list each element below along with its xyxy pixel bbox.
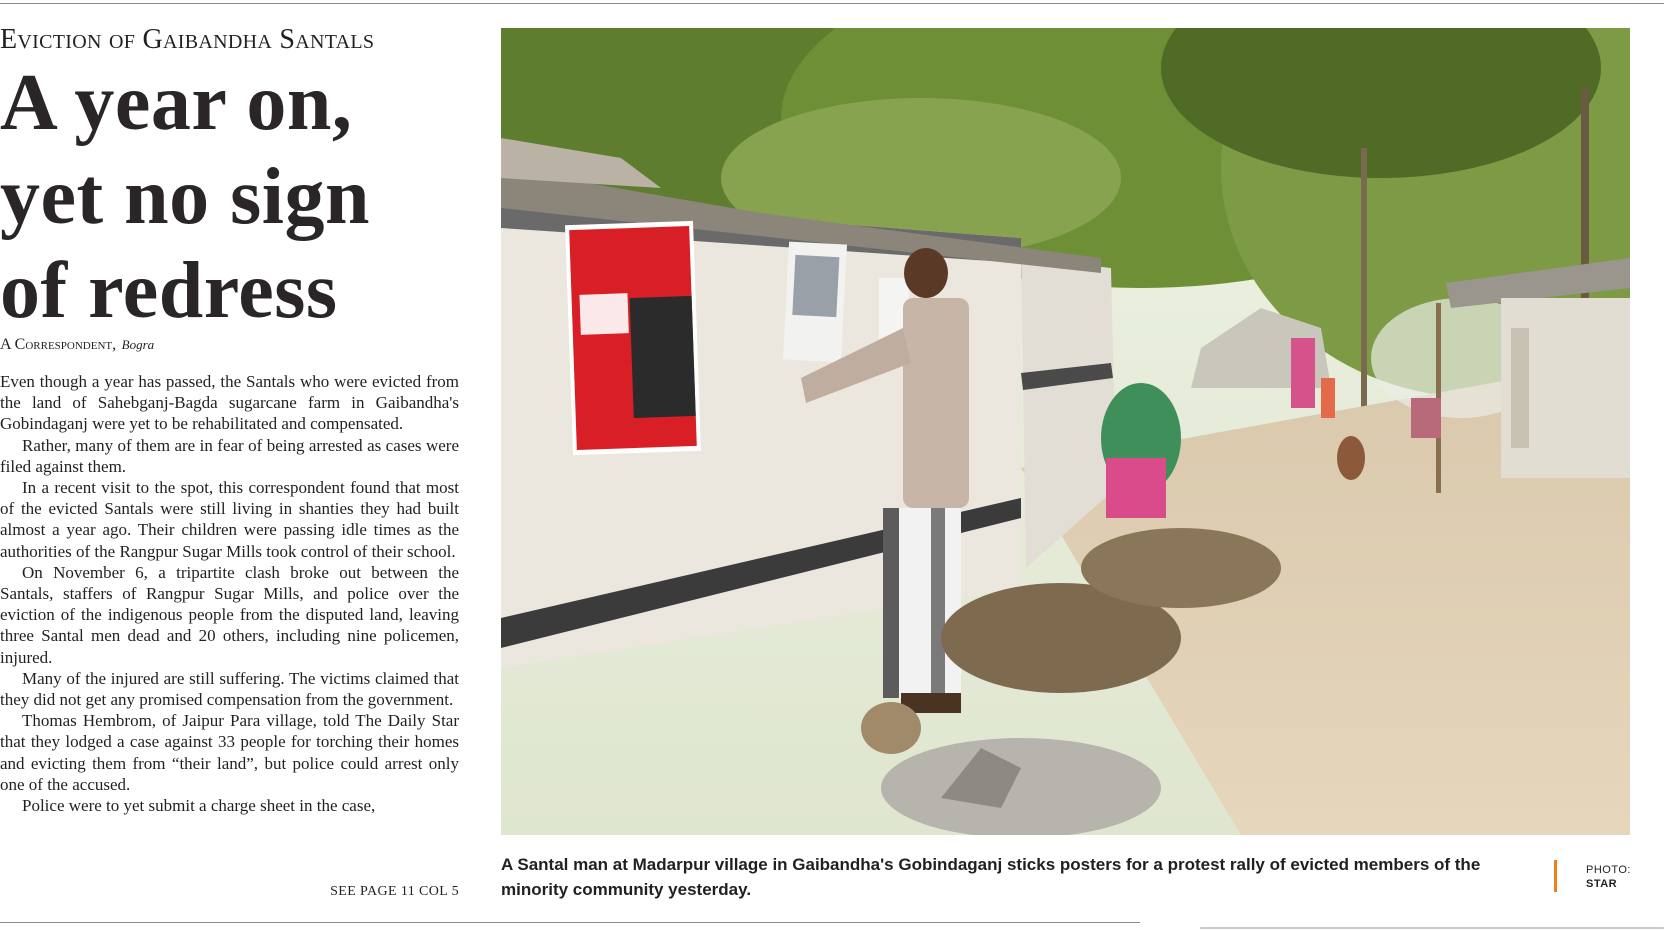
article-paragraph: Even though a year has passed, the Santals who were evicted from the land of Sahebganj-Bagda sugarcane farm in Gaibandha's Gobindaganj were yet to be rehabilitated and compensated. bbox=[0, 372, 459, 434]
photo-credit bbox=[1586, 863, 1631, 891]
article-paragraph: In a recent visit to the spot, this correspondent found that most of the evicted Santals were still living in shanties they had built almost a year ago. Their children were passing idle times as the authorities of the Rangpur Sugar Mills took control of their school. bbox=[0, 478, 459, 561]
photo-credit-label: PHOTO: bbox=[1586, 864, 1631, 876]
kicker: Eviction of Gaibandha Santals bbox=[0, 24, 375, 55]
article-paragraph: Police were to yet submit a charge sheet in the case, bbox=[22, 796, 376, 816]
article-paragraph: Many of the injured are still suffering. The victims claimed that they did not get any promised compensation from the government. bbox=[0, 668, 459, 710]
photo-credit-source: STAR bbox=[1586, 878, 1618, 890]
news-photo bbox=[501, 28, 1630, 835]
article-paragraph: On November 6, a tripartite clash broke out between the Santals, staffers of Rangpur Sugar Mills, and police over the eviction of the indigenous people from the disputed land, leaving three Santal men dead and 20 others, including nine policemen, injured. bbox=[0, 562, 459, 667]
credit-accent-bar bbox=[1554, 860, 1557, 892]
story-column bbox=[0, 0, 460, 931]
headline bbox=[0, 56, 460, 338]
jump-line: SEE PAGE 11 COL 5 bbox=[330, 884, 459, 899]
headline-line-1: A year on, bbox=[0, 59, 353, 147]
byline-place: Bogra bbox=[121, 337, 155, 352]
next-story-edge bbox=[1200, 927, 1664, 929]
article-body bbox=[0, 371, 459, 816]
bottom-rule bbox=[0, 922, 1140, 923]
protest-poster bbox=[565, 221, 701, 455]
photo-caption: A Santal man at Madarpur village in Gaibandha's Gobindaganj sticks posters for a protest rally of evicted members of the minority community yesterday. bbox=[501, 855, 1481, 899]
article-paragraph: Rather, many of them are in fear of being arrested as cases were filed against them. bbox=[0, 435, 459, 476]
photo-illustration bbox=[501, 28, 1630, 835]
headline-line-3: of redress bbox=[0, 247, 338, 335]
article-paragraph: Thomas Hembrom, of Jaipur Para village, told The Daily Star that they lodged a case against 33 people for torching their homes and evicting them from “their land”, but police could arrest only one of the accused. bbox=[0, 711, 459, 794]
byline bbox=[0, 336, 154, 354]
headline-line-2: yet no sign bbox=[0, 153, 370, 241]
byline-author: A Correspondent, bbox=[0, 336, 117, 353]
